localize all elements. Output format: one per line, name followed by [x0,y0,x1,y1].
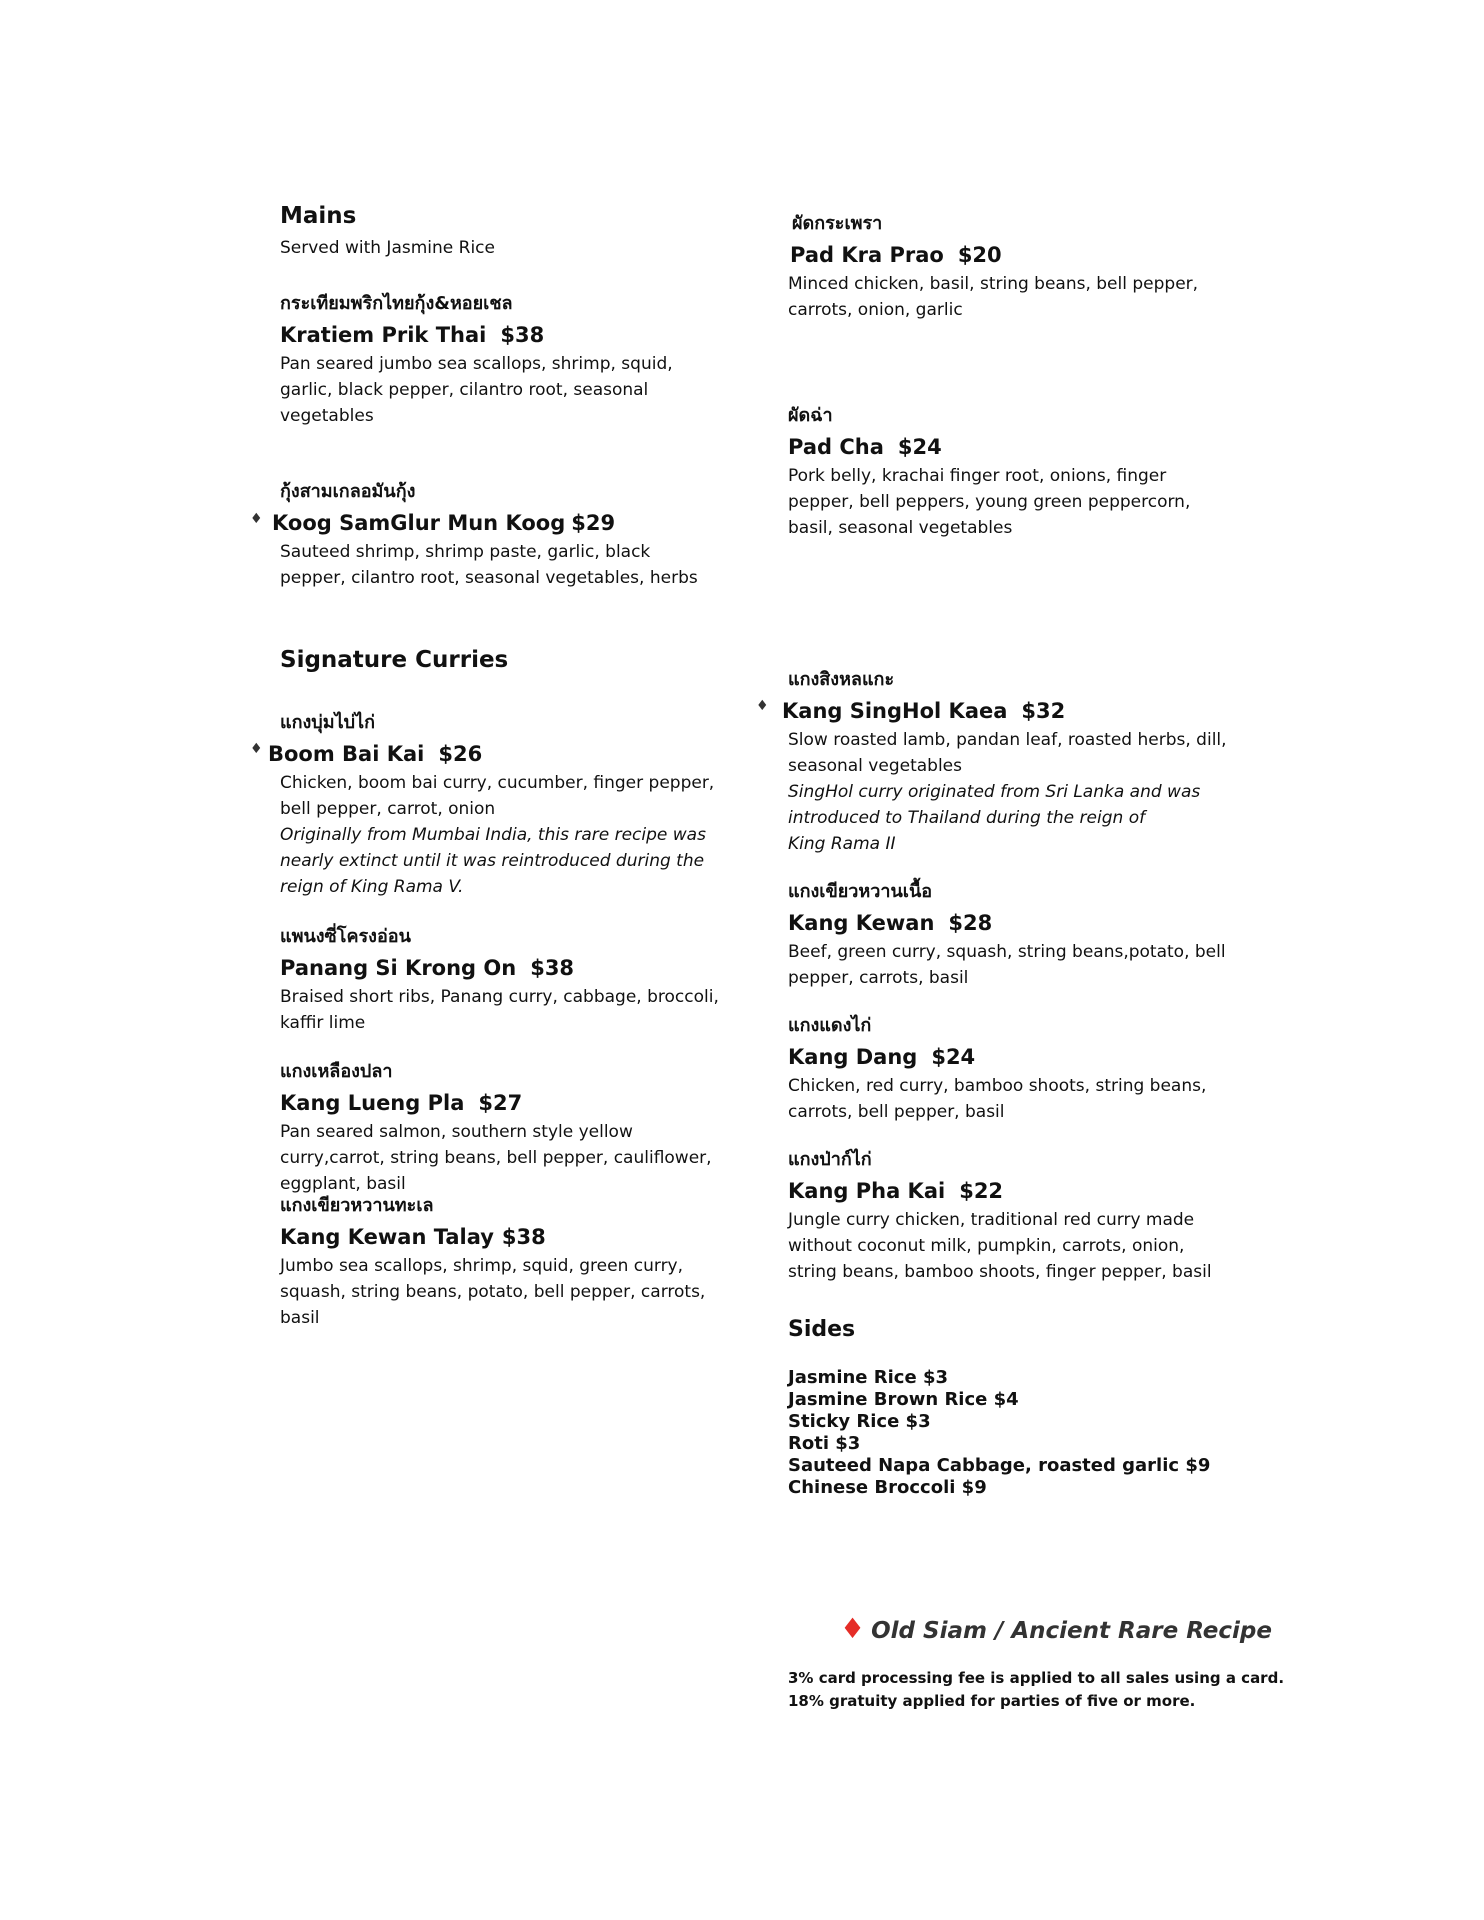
dish-thai-name: ผัดฉ่า [788,405,833,426]
dish-thai-name: แกงเขียวหวานทะเล [280,1195,434,1216]
dish-thai-name: แกงบุ่มไบ่ไก่ [280,712,376,733]
dish-thai-name: กระเทียมพริกไทยกุ้ง&หอยเชล [280,293,513,314]
dish-price: $24 [931,1045,976,1069]
dish-description: Chicken, boom bai curry, cucumber, finger pepper, bell pepper, carrot, onion [280,773,715,819]
menu-item [280,921,720,1036]
dish-name: Pad Cha $24 [788,435,942,459]
rare-recipe-diamond-icon: ♦ [250,741,263,757]
side-item: Sticky Rice $3 [788,1411,931,1432]
menu-item [272,476,720,591]
rare-recipe-legend [840,1612,1272,1645]
dish-thai-name: แกงป่าก์ไก่ [788,1149,872,1170]
dish-price: $20 [957,243,1002,267]
dish-name: Panang Si Krong On $38 [280,956,575,980]
dish-thai-name: แพนงซี่โครงอ่อน [280,926,411,947]
dish-price: $38 [530,956,575,980]
dish-name: Pad Kra Prao $20 [790,243,1002,267]
dish-name: Kang SingHol Kaea $32 [782,699,1066,723]
dish-description: Pork belly, krachai finger root, onions, finger pepper, bell peppers, young green peppercorn, basil, seasonal vegetables [788,466,1191,538]
dish-description: Slow roasted lamb, pandan leaf, roasted herbs, dill, seasonal vegetables [788,730,1227,776]
dish-description: Braised short ribs, Panang curry, cabbage, broccoli, kaffir lime [280,987,719,1033]
dish-thai-name: แกงแดงไก่ [788,1015,872,1036]
side-item: Chinese Broccoli $9 [788,1477,987,1498]
menu-item [788,208,1228,323]
dish-name: Kang Lueng Pla $27 [280,1091,523,1115]
dish-history-note: Originally from Mumbai India, this rare recipe was nearly extinct until it was reintroduced during the reign of King Rama V. [280,825,706,897]
dish-name: Kang Pha Kai $22 [788,1179,1004,1203]
side-item: Roti $3 [788,1433,861,1454]
dish-name: Boom Bai Kai $26 [268,742,483,766]
dish-thai-name: ผัดกระเพรา [792,213,883,234]
dish-name: Kang Kewan $28 [788,911,993,935]
rare-recipe-diamond-icon: ♦ [756,698,769,714]
menu-item [268,707,720,900]
dish-price: $28 [948,911,993,935]
dish-thai-name: กุ้งสามเกลอมันกุ้ง [280,481,416,502]
dish-name: Kang Dang $24 [788,1045,976,1069]
dish-description: Minced chicken, basil, string beans, bell pepper, carrots, onion, garlic [788,274,1199,320]
menu-item [280,288,720,429]
dish-description: Jungle curry chicken, traditional red curry made without coconut milk, pumpkin, carrots, onion, string beans, bamboo shoots, finger pepper, basil [788,1210,1212,1282]
rare-recipe-diamond-icon: ♦ [250,511,263,527]
mains-subtitle: Served with Jasmine Rice [280,238,495,258]
menu-item [280,1190,720,1331]
menu-item [782,664,1228,857]
dish-name: Kratiem Prik Thai $38 [280,323,545,347]
red-diamond-icon: ♦ [840,1612,866,1645]
dish-price: $32 [1021,699,1066,723]
menu-item [788,400,1218,541]
card-fee-note: 3% card processing fee is applied to all sales using a card. [788,1669,1285,1687]
dish-price: $38 [501,1225,546,1249]
dish-description: Beef, green curry, squash, string beans,potato, bell pepper, carrots, basil [788,942,1226,988]
dish-price: $22 [959,1179,1004,1203]
menu-item [788,1144,1218,1285]
dish-description: Chicken, red curry, bamboo shoots, string beans, carrots, bell pepper, basil [788,1076,1207,1122]
dish-description: Pan seared jumbo sea scallops, shrimp, squid, garlic, black pepper, cilantro root, seasonal vegetables [280,354,673,426]
dish-price: $29 [571,511,616,535]
side-item: Sauteed Napa Cabbage, roasted garlic $9 [788,1455,1211,1476]
sides-title: Sides [788,1317,856,1342]
dish-name: Kang Kewan Talay $38 [280,1225,546,1249]
legend-text: Old Siam / Ancient Rare Recipe [871,1618,1272,1644]
gratuity-note: 18% gratuity applied for parties of five or more. [788,1692,1196,1710]
dish-price: $26 [438,742,483,766]
menu-item [788,876,1228,991]
dish-thai-name: แกงเหลืองปลา [280,1061,393,1082]
menu-item [280,1056,720,1197]
dish-price: $27 [478,1091,523,1115]
dish-description: Sauteed shrimp, shrimp paste, garlic, black pepper, cilantro root, seasonal vegetables, herbs [280,542,698,588]
sides-list [788,1367,1210,1499]
footer-notes [788,1667,1284,1713]
side-item: Jasmine Brown Rice $4 [788,1389,1019,1410]
dish-description: Pan seared salmon, southern style yellow curry,carrot, string beans, bell pepper, cauliflower, eggplant, basil [280,1122,712,1194]
dish-name: Koog SamGlur Mun Koog $29 [272,511,616,535]
dish-price: $24 [897,435,942,459]
dish-history-note: SingHol curry originated from Sri Lanka and was introduced to Thailand during the reign of King Rama II [788,782,1201,854]
mains-title: Mains [280,203,357,229]
dish-price: $38 [500,323,545,347]
menu-item [788,1010,1228,1125]
side-item: Jasmine Rice $3 [788,1367,948,1388]
dish-thai-name: แกงเขียวหวานเนื้อ [788,881,933,902]
dish-description: Jumbo sea scallops, shrimp, squid, green curry, squash, string beans, potato, bell pepper, carrots, basil [280,1256,706,1328]
curries-title: Signature Curries [280,647,509,673]
dish-thai-name: แกงสิงหลแกะ [788,669,895,690]
